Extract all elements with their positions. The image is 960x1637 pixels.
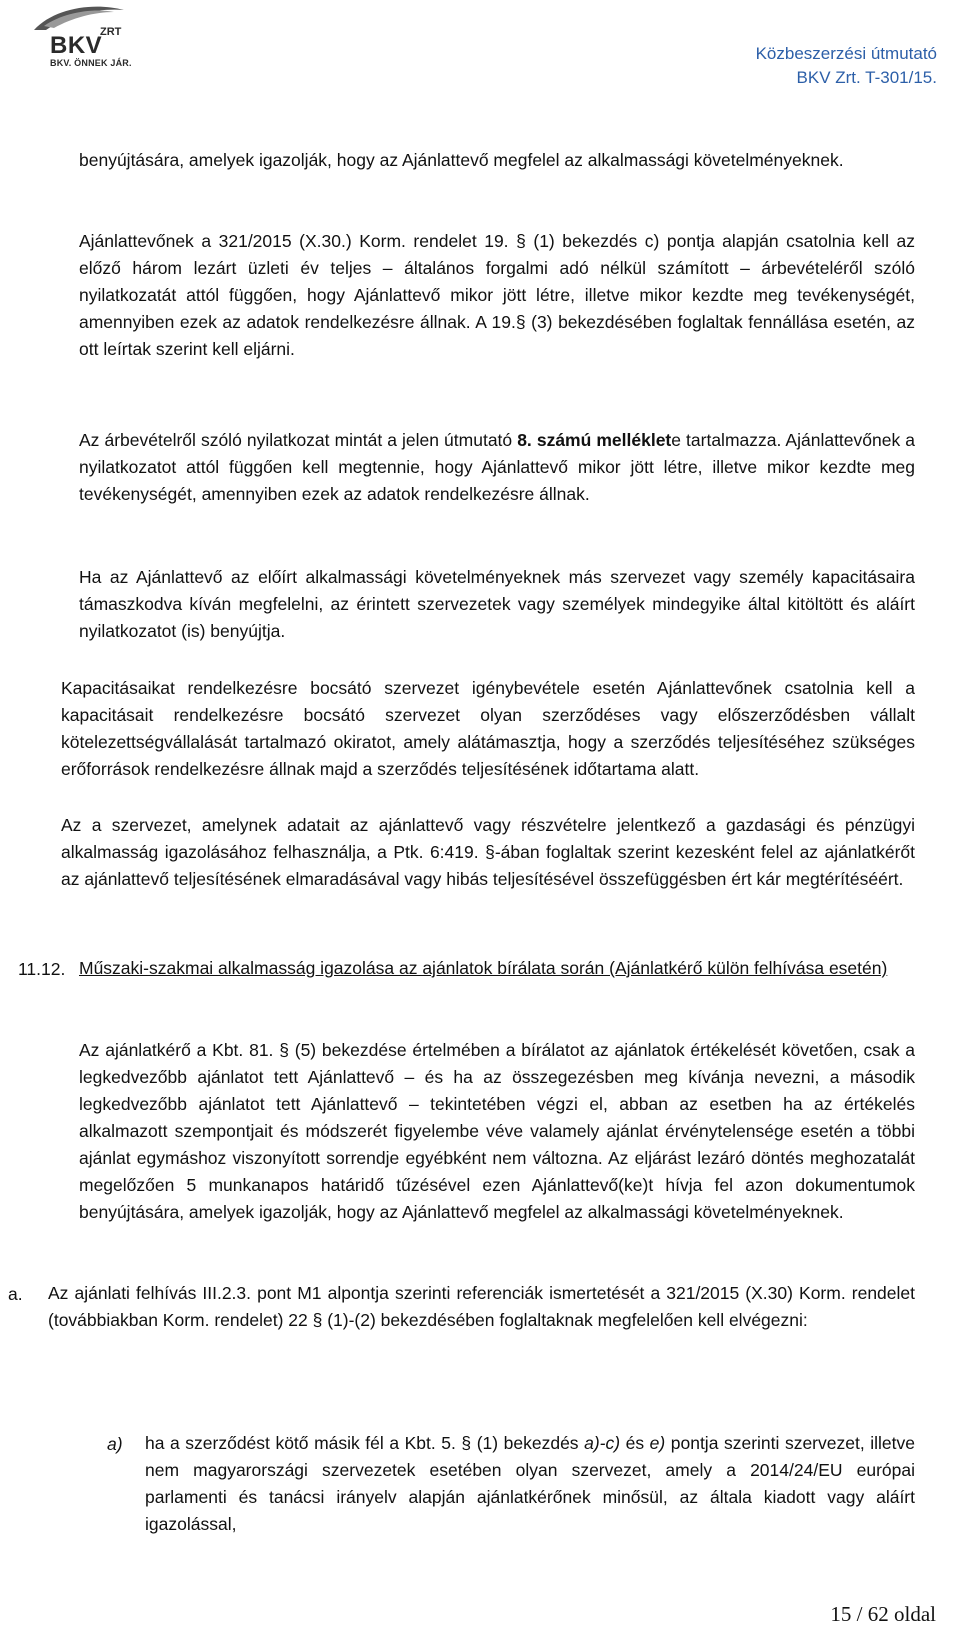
paragraph-5: Kapacitásaikat rendelkezésre bocsátó szervezet igénybevétele esetén Ajánlattevőnek csatolnia kell a kapacitásait rendelkezésre bocsátó szervezet olyan szerződéses vagy előszerződésben vállalt kötelezettségvállalását tartalmazó okiratot, amely alátámasztja, hogy a szerződés teljesítéséhez szükséges erőforrások rendelkezésre állnak majd a szerződés teljesítésének időtartama alatt. — [61, 678, 915, 779]
bkv-logo — [14, 0, 164, 70]
sublist-item-a — [145, 1430, 915, 1538]
section-title: Műszaki-szakmai alkalmasság igazolása az ajánlatok bírálata során (Ajánlatkérő külön felhívása esetén) — [79, 958, 888, 978]
document-header — [756, 42, 937, 90]
page-number: 15 / 62 oldal — [830, 1602, 936, 1626]
section-number: 11.12. — [18, 959, 66, 979]
sublist-text-1: ha a szerződést kötő másik fél a Kbt. 5. § (1) bekezdés — [145, 1433, 585, 1453]
paragraph-3-text-a: Az árbevételről szóló nyilatkozat mintát a jelen útmutató — [79, 430, 518, 450]
paragraph-3 — [79, 427, 915, 508]
paragraph-2: Ajánlattevőnek a 321/2015 (X.30.) Korm. rendelet 19. § (1) bekezdés c) pontja alapján csatolnia kell az előző három lezárt üzleti év teljes – általános forgalmi adó nélkül számított – árbevételéről szóló nyilatkozatát attól függően, hogy Ajánlattevő mikor jött létre, illetve mikor kezdte meg tevékenységét, amennyiben ezek az adatok rendelkezésre állnak. A 19.§ (3) bekezdésében foglaltak fennállása esetén, az ott leírtak szerint kell eljárni. — [79, 231, 915, 359]
header-code: BKV Zrt. T-301/15. — [796, 68, 937, 87]
paragraph-3-text-c: e tartalmazza. Ajánlattevőnek a nyilatkozatot attól függően kell megtennie, hogy Ajánlattevő mikor jött létre, illetve mikor kezdte meg tevékenységét, amennyiben ezek az adatok rendelkezésre állnak. — [79, 430, 916, 504]
logo-slogan: BKV. ÖNNEK JÁR. — [50, 58, 132, 68]
list-item-a: Az ajánlati felhívás III.2.3. pont M1 alpontja szerinti referenciák ismertetését a 321/2015 (X.30) Korm. rendelet (továbbiakban Korm. rendelet) 22 § (1)-(2) bekezdésében foglaltaknak megfelelően kell elvégezni: — [48, 1283, 915, 1330]
list-marker-a: a. — [8, 1284, 23, 1304]
header-title: Közbeszerzési útmutató — [755, 44, 937, 63]
sublist-text-3: pontja szerinti szervezet, illetve nem magyarországi szervezetek esetében olyan szervezet, amely a 2014/24/EU európai parlamenti és tanácsi irányelv alapján ajánlatkérőnek minősül, az általa kiadott vagy aláírt igazolással, — [145, 1433, 915, 1534]
sublist-italic-1: a)-c) — [584, 1433, 621, 1453]
logo-text: BKV — [50, 32, 103, 59]
sublist-italic-2: e) — [649, 1433, 666, 1453]
paragraph-1: benyújtására, amelyek igazolják, hogy az Ajánlattevő megfelel az alkalmassági követelményeknek. — [79, 150, 844, 170]
paragraph-6: Az a szervezet, amelynek adatait az ajánlattevő vagy részvételre jelentkező a gazdasági és pénzügyi alkalmasság igazolásához felhasználja, a Ptk. 6:419. §-ában foglaltak szerint kezesként felel az ajánlatkérőt az ajánlattevő teljesítésének elmaradásával vagy hibás teljesítésével összefüggésben ért kár megtérítéséért. — [61, 815, 915, 889]
paragraph-7: Az ajánlatkérő a Kbt. 81. § (5) bekezdése értelmében a bírálatot az ajánlatok értékelését követően, csak a legkedvezőbb ajánlatot tett Ajánlattevő – és ha az összegezésben meg kívánja nevezni, a második legkedvezőbb ajánlatot tett Ajánlattevő – tekintetében végzi el, abban az esetben ha az értékelés alkalmazott szempontjait és módszerét figyelembe véve valamely ajánlat érvénytelensége esetén a többi ajánlat egymáshoz viszonyított sorrendje egyébként nem változna. Az eljárást lezáró döntés meghozatalát megelőzően 5 munkanapos határidő tűzésével ezen Ajánlattevő(ke)t hívja fel azon dokumentumok benyújtására, amelyek igazolják, hogy az Ajánlattevő megfelel az alkalmassági követelményeknek. — [79, 1040, 915, 1222]
sublist-marker-a: a) — [107, 1434, 123, 1454]
annex-reference: 8. számú melléklet — [517, 430, 672, 450]
logo-zrt: ZRT — [100, 26, 122, 38]
sublist-text-2: és — [620, 1433, 650, 1453]
paragraph-4: Ha az Ajánlattevő az előírt alkalmassági követelményeknek más szervezet vagy személy kapacitásaira támaszkodva kíván megfelelni, az érintett szervezetek vagy személyek mindegyike által kitöltött és aláírt nyilatkozatot (is) benyújtja. — [79, 567, 915, 641]
